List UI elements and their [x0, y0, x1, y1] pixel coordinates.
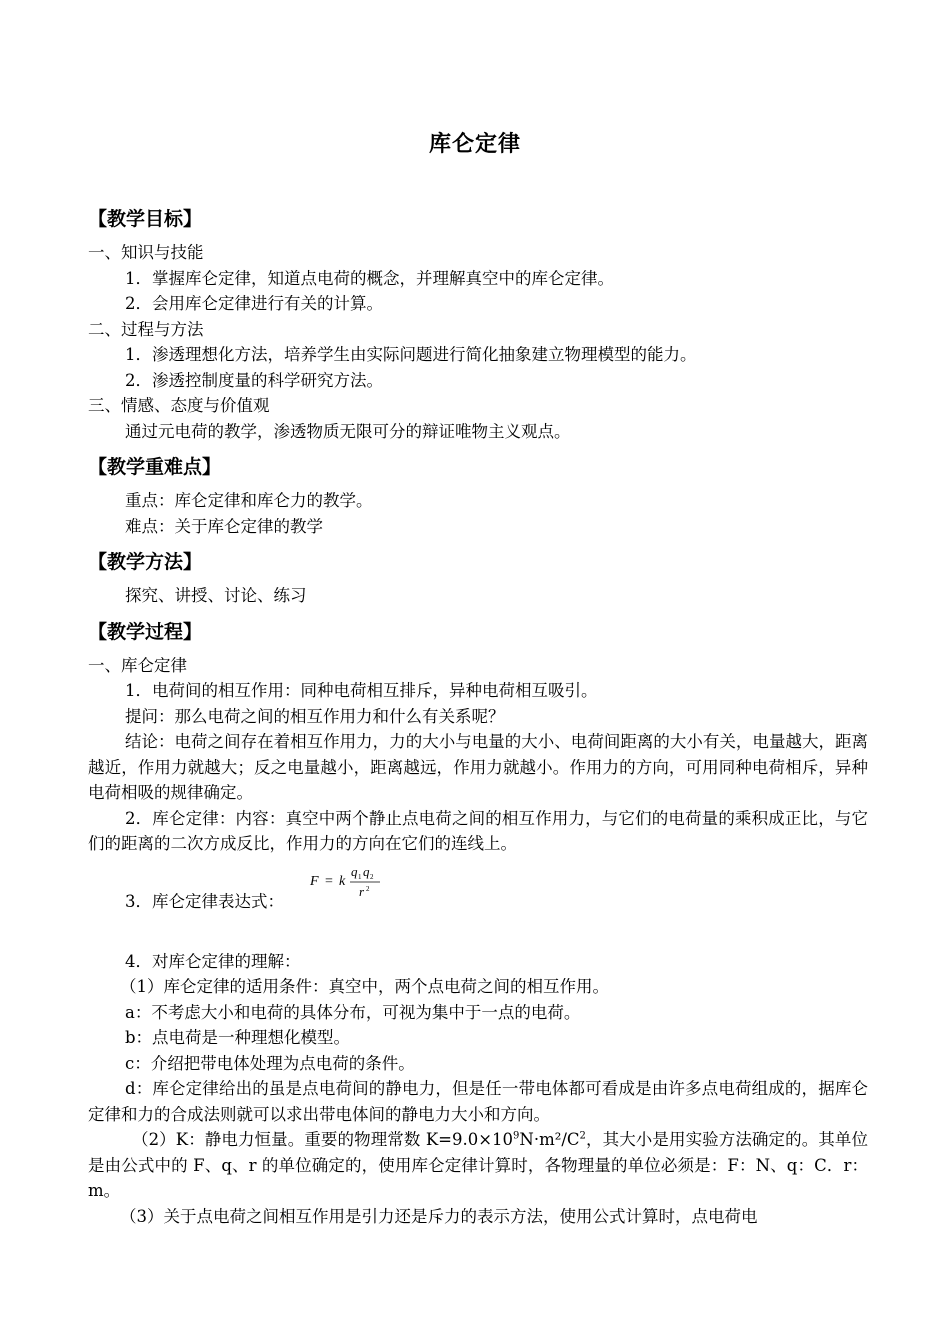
process-p10: c：介绍把带电体处理为点电荷的条件。 — [125, 1053, 415, 1073]
formula-label: 3．库仑定律表达式： — [125, 891, 284, 911]
objectives-process-item-2: 2．渗透控制度量的科学研究方法。 — [125, 370, 383, 390]
formula-r-exp: 2 — [366, 884, 370, 893]
process-p12-c: ，其大小是用实验方法确定的。其单位是由公式中的 F、q、r 的单位确定的，使用库仑定律计算时，各物理量的单位必须是：F：N、q：C．r：m。 — [88, 1130, 868, 1200]
process-p7: （1）库仑定律的适用条件：真空中，两个点电荷之间的相互作用。 — [120, 977, 609, 996]
process-p1: 1．电荷间的相互作用：同种电荷相互排斥，异种电荷相互吸引。 — [125, 681, 598, 700]
formula-k: k — [339, 873, 346, 889]
section-heading-objectives: 【教学目标】 — [88, 208, 203, 230]
document-body — [88, 204, 868, 1229]
formula-lhs: F — [310, 873, 319, 889]
objectives-emotion-text: 通过元电荷的教学，渗透物质无限可分的辩证唯物主义观点。 — [125, 421, 571, 441]
process-p2: 提问：那么电荷之间的相互作用力和什么有关系呢？ — [125, 706, 505, 726]
process-p13: （3）关于点电荷之间相互作用是引力还是斥力的表示方法，使用公式计算时，点电荷电 — [120, 1206, 758, 1226]
keypoints-difficult: 难点：关于库仑定律的教学 — [125, 516, 323, 536]
formula-r: r — [359, 883, 365, 899]
process-p11: d：库仑定律给出的虽是点电荷间的静电力，但是任一带电体都可看成是由许多点电荷组成的，据库仑定律和力的合成法则就可以求出带电体间的静电力大小和方向。 — [88, 1079, 868, 1124]
keypoints-key: 重点：库仑定律和库仑力的教学。 — [125, 491, 373, 510]
objectives-emotion-label: 三、情感、态度与价值观 — [88, 396, 270, 415]
section-heading-keypoints: 【教学重难点】 — [88, 456, 222, 478]
formula-line — [88, 863, 868, 927]
page-title: 库仑定律 — [428, 132, 521, 157]
objectives-knowledge-item-1: 1．掌握库仑定律，知道点电荷的概念，并理解真空中的库仑定律。 — [125, 268, 614, 288]
process-p12-sup1: 9 — [513, 1130, 520, 1142]
process-p8: a：不考虑大小和电荷的具体分布，可视为集中于一点的电荷。 — [125, 1002, 581, 1022]
process-p6: 4．对库仑定律的理解： — [125, 951, 301, 971]
formula-sub2: 2 — [370, 872, 374, 881]
objectives-process-item-1: 1．渗透理想化方法，培养学生由实际问题进行简化抽象建立物理模型的能力。 — [125, 345, 697, 364]
process-p12 — [88, 1127, 868, 1204]
coulomb-formula — [308, 863, 388, 907]
formula-q1: q — [351, 863, 358, 879]
process-p4: 2．库仑定律：内容：真空中两个静止点电荷之间的相互作用力，与它们的电荷量的乘积成正比，与它们的距离的二次方成反比，作用力的方向在它们的连线上。 — [88, 808, 868, 853]
process-p3: 结论：电荷之间存在着相互作用力，力的大小与电量的大小、电荷间距离的大小有关，电量越大，距离越近，作用力就越大；反之电量越小，距离越远，作用力就越小。作用力的方向，可用同种电荷相斥，异种电荷相吸的规律确定。 — [88, 732, 868, 802]
objectives-knowledge-label: 一、知识与技能 — [88, 243, 204, 262]
formula-q2: q — [363, 863, 370, 879]
formula-sub1: 1 — [358, 872, 362, 881]
process-p12-sup2: 2 — [579, 1130, 586, 1142]
process-p9: b：点电荷是一种理想化模型。 — [125, 1028, 351, 1047]
formula-svg — [308, 863, 388, 907]
process-part1-label: 一、库仑定律 — [88, 655, 187, 675]
objectives-knowledge-item-2: 2．会用库仑定律进行有关的计算。 — [125, 294, 383, 313]
methods-text: 探究、讲授、讨论、练习 — [125, 586, 307, 605]
blank-line — [88, 927, 868, 949]
section-heading-process: 【教学过程】 — [88, 620, 203, 643]
process-p12-b: N·m²/C — [519, 1130, 580, 1149]
formula-equals: = — [325, 873, 333, 889]
process-p12-a: （2）K：静电力恒量。重要的物理常数 K=9.0×10 — [132, 1130, 514, 1149]
section-heading-methods: 【教学方法】 — [88, 551, 203, 573]
objectives-process-label: 二、过程与方法 — [88, 319, 204, 339]
